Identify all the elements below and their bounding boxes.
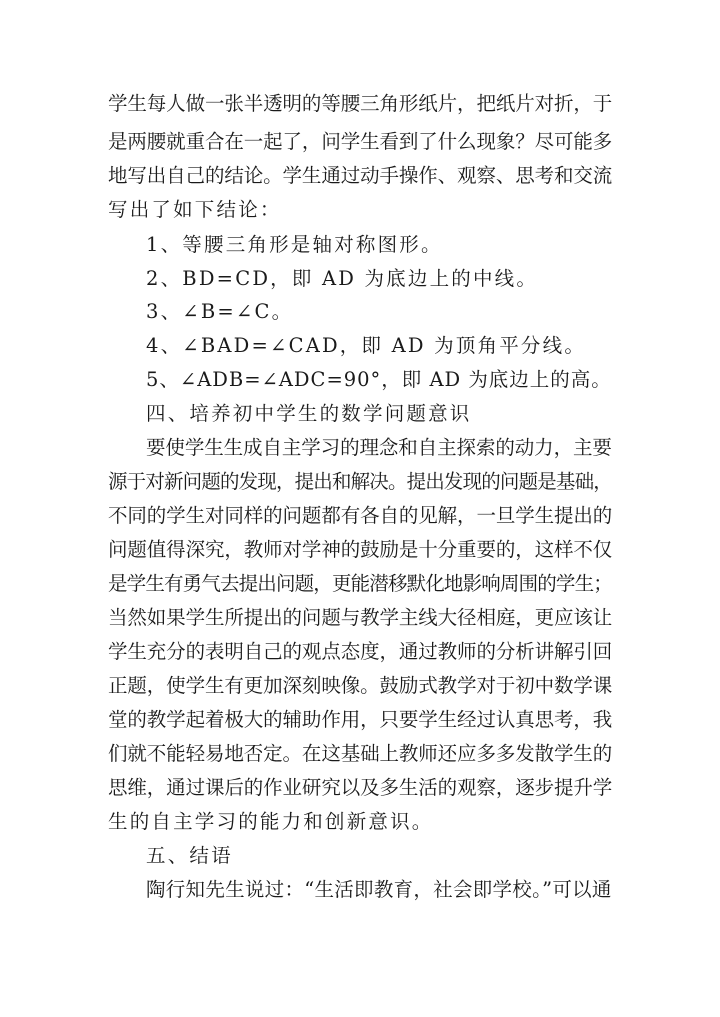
body-line: 不同的学生对同样的问题都有各自的见解，一旦学生提出的 bbox=[108, 504, 613, 527]
body-line: 们就不能轻易地否定。在这基础上教师还应多多发散学生的 bbox=[108, 742, 613, 765]
body-line: 要使学生生成自主学习的理念和自主探索的动力，主要 bbox=[146, 436, 612, 459]
body-line: 问题值得深究，教师对学神的鼓励是十分重要的，这样不仅 bbox=[108, 538, 613, 561]
body-line: 是学生有勇气去提出问题，更能潜移默化地影响周围的学生； bbox=[108, 572, 612, 595]
body-line: 当然如果学生所提出的问题与教学主线大径相庭，更应该让 bbox=[108, 606, 613, 629]
body-line: 思维，通过课后的作业研究以及多生活的观察，逐步提升学 bbox=[108, 776, 613, 799]
body-line: 是两腰就重合在一起了，问学生看到了什么现象？尽可能多 bbox=[108, 130, 613, 153]
list-item: 1、等腰三角形是轴对称图形。 bbox=[146, 233, 443, 256]
body-line: 源于对新问题的发现，提出和解决。提出发现的问题是基础， bbox=[108, 470, 612, 493]
body-line: 地写出自己的结论。学生通过动手操作、观察、思考和交流 bbox=[108, 164, 613, 187]
body-line: 正题，使学生有更加深刻映像。鼓励式教学对于初中数学课 bbox=[108, 674, 613, 697]
list-item: 5、∠ADB=∠ADC=90°，即 AD 为底边上的高。 bbox=[146, 368, 612, 391]
list-item: 4、∠BAD=∠CAD，即 AD 为顶角平分线。 bbox=[146, 334, 587, 357]
body-line: 堂的教学起着极大的辅助作用，只要学生经过认真思考，我 bbox=[108, 708, 613, 731]
body-line: 学生充分的表明自己的观点态度，通过教师的分析讲解引回 bbox=[108, 640, 613, 663]
body-line: 学生每人做一张半透明的等腰三角形纸片，把纸片对折，于 bbox=[108, 92, 613, 115]
body-line: 陶行知先生说过：“生活即教育，社会即学校。”可以通 bbox=[146, 878, 612, 901]
list-item: 3、∠B=∠C。 bbox=[146, 300, 294, 323]
section-heading: 五、结语 bbox=[146, 844, 233, 867]
list-item: 2、BD=CD，即 AD 为底边上的中线。 bbox=[146, 267, 539, 290]
body-line: 生的自主学习的能力和创新意识。 bbox=[108, 810, 434, 833]
section-heading: 四、培养初中学生的数学问题意识 bbox=[146, 402, 472, 425]
body-line: 写出了如下结论： bbox=[108, 198, 282, 221]
